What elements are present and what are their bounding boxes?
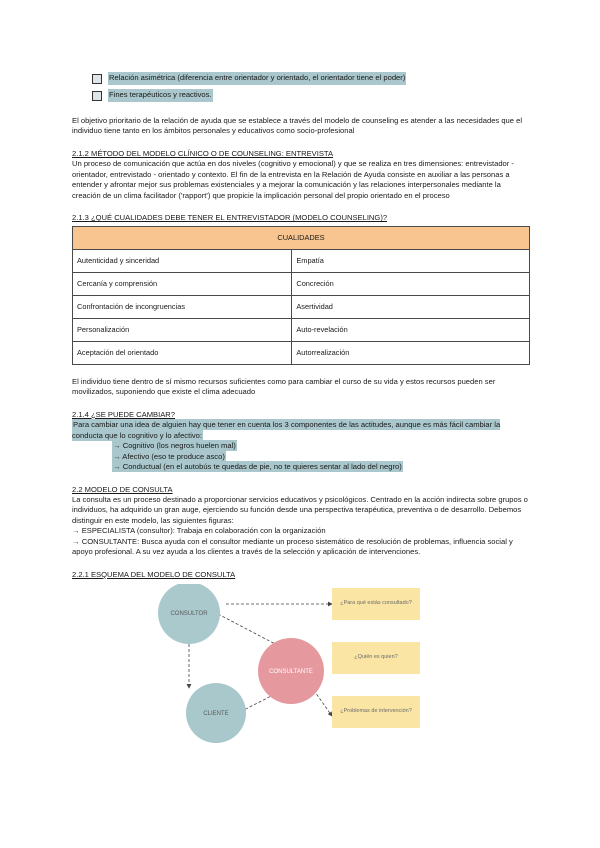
table-cell: Aceptación del orientado [73, 341, 292, 364]
list-item: → CONSULTANTE: Busca ayuda con el consultor mediante un proceso sistemático de resolución de problemas, influencia social y apoyo profesional. A su vez ayuda a los clientes a través de la selección y aplicación de intervenciones. [72, 536, 513, 557]
consulta-diagram [72, 584, 530, 749]
question-box: ¿Para qué estás consultado? [332, 588, 420, 620]
table-cell: Cercanía y comprensión [73, 272, 292, 295]
table-cell: Autenticidad y sinceridad [73, 249, 292, 272]
table-cell: Personalización [73, 318, 292, 341]
consultor-label: CONSULTOR [170, 611, 208, 618]
table-row [73, 318, 530, 341]
table-row [73, 272, 530, 295]
table-cell: Empatía [292, 249, 530, 272]
question-box: ¿Quién es quien? [332, 642, 420, 674]
table-cell: Autorrealización [292, 341, 530, 364]
list-item: → Cognitivo (los negros huelen mal) [113, 441, 236, 451]
checkbox-icon[interactable] [92, 74, 102, 84]
table-cell: Concreción [292, 272, 530, 295]
checkbox-icon[interactable] [92, 91, 102, 101]
list-item: → Conductual (en el autobús te quedas de pie, no te quieres sentar al lado del negro) [113, 462, 402, 472]
list-item: → ESPECIALISTA (consultor): Trabaja en colaboración con la organización [72, 526, 326, 536]
paragraph-22: La consulta es un proceso destinado a proporcionar servicios educativos y psicológicos. Centrado en la acción indirecta sobre grupos o individuos, ha adquirido un gran auge, ejerciendo su función desde una perspectiva terapéutica, preventiva o de desarrollo. Debemos distinguir en este modelo, las siguientes figuras: [72, 494, 528, 525]
heading-22: 2.2 MODELO DE CONSULTA [72, 484, 173, 494]
question-box: ¿Problemas de intervención? [332, 696, 420, 728]
checklist-item [92, 70, 530, 87]
table-cell: Asertividad [292, 295, 530, 318]
document-page [72, 70, 530, 749]
checklist-text: Fines terapéuticos y reactivos. [108, 89, 213, 101]
table-row [73, 341, 530, 364]
table-cell: Auto-revelación [292, 318, 530, 341]
table-row [73, 249, 530, 272]
paragraph-212: Un proceso de comunicación que actúa en dos niveles (cognitivo y emocional) y que se realiza en tres dimensiones: entrevistador - orientador, entrevistado - orientado y contexto. El fin de la entrevista en la Relación de Ayuda consiste en auxiliar a las personas a entender y afrontar mejor sus problemas existenciales y a mejorar la comunicación y las relaciones interpersonales mediante la creación de un clima facilitador ('rapport') que propicie la implicación personal del propio orientado en el proceso [72, 159, 514, 200]
diagram-svg [72, 584, 530, 749]
arrow-consultor-consultante [218, 614, 279, 646]
intro-paragraph: El objetivo prioritario de la relación de ayuda que se establece a través del modelo de counseling es atender a las necesidades que el individuo tiene tanto en los ámbitos personales y educativos como socio-profesional [72, 116, 523, 136]
table-cell: Confrontación de incongruencias [73, 295, 292, 318]
qualities-table [72, 226, 530, 365]
checklist-text: Relación asimétrica (diferencia entre orientador y orientado, el orientador tiene el poder) [108, 72, 406, 84]
heading-212: 2.1.2 MÉTODO DEL MODELO CLÍNICO O DE COUNSELING: ENTREVISTA [72, 148, 334, 158]
heading-221: 2.2.1 ESQUEMA DEL MODELO DE CONSULTA [72, 569, 236, 579]
paragraph-214: Para cambiar una idea de alguien hay que tener en cuenta los 3 componentes de las actitudes, aunque es más fácil cambiar la conducta que lo cognitivo y lo afectivo: [72, 420, 501, 440]
consultante-label: CONSULTANTE [269, 669, 313, 676]
table-header: CUALIDADES [73, 226, 530, 249]
heading-214: 2.1.4 ¿SE PUEDE CAMBIAR? [72, 409, 175, 419]
checklist-item [92, 87, 530, 104]
heading-213: 2.1.3 ¿QUÉ CUALIDADES DEBE TENER EL ENTREVISTADOR (MODELO COUNSELING)? [72, 213, 388, 223]
list-item: → Afectivo (eso te produce asco) [113, 451, 225, 461]
table-row [73, 295, 530, 318]
paragraph-213-after: El individuo tiene dentro de sí mismo recursos suficientes como para cambiar el curso de su vida y estos recursos pueden ser movilizados, suponiendo que existe el clima adecuado [72, 376, 496, 397]
cliente-label: CLIENTE [203, 711, 229, 718]
